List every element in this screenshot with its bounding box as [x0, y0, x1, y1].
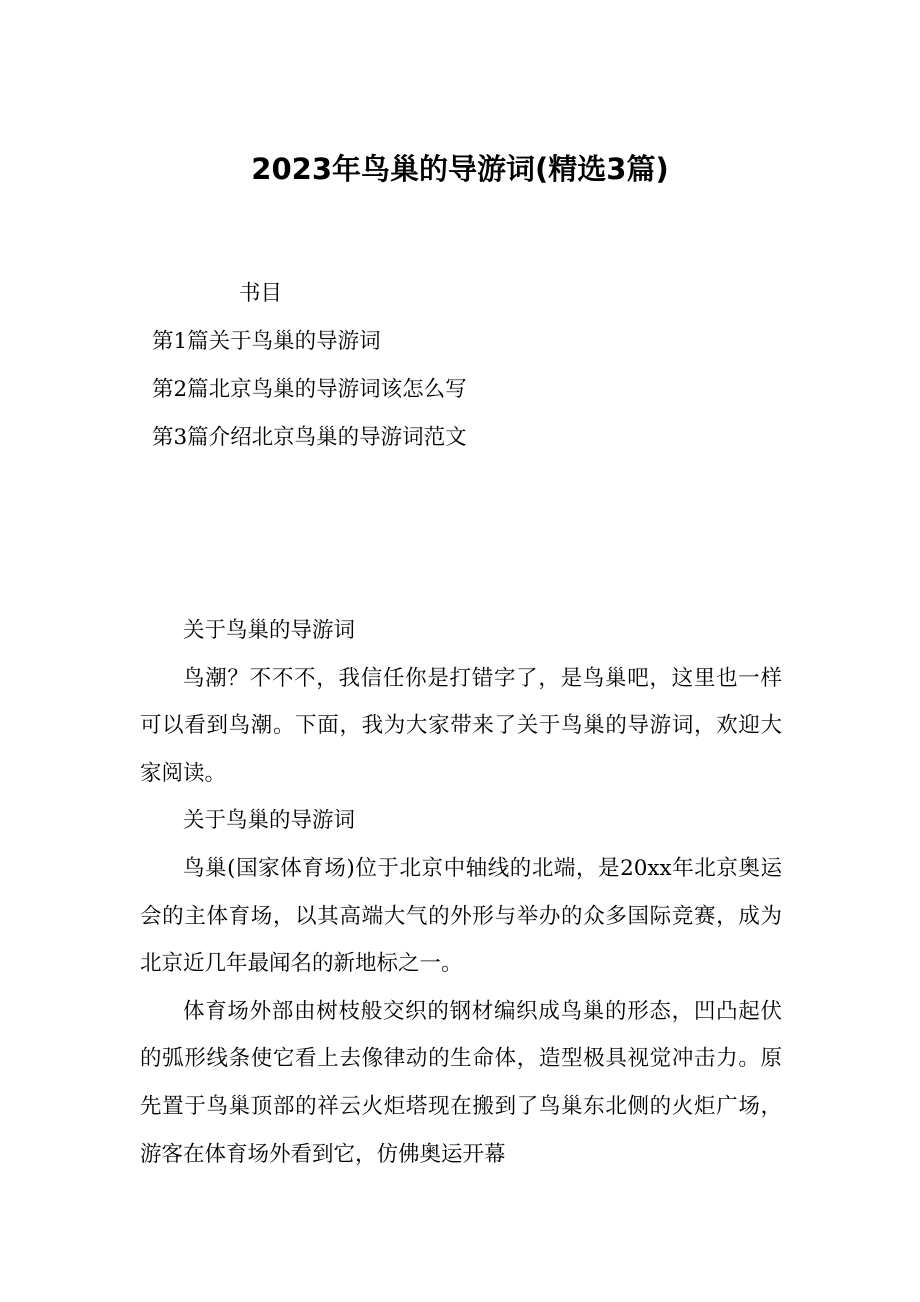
toc-item-1[interactable]: 第1篇关于鸟巢的导游词 [152, 329, 381, 354]
paragraph-intro: 鸟潮？不不不，我信任你是打错字了，是鸟巢吧，这里也一样可以看到鸟潮。下面，我为大家带来了关于鸟巢的导游词，欢迎大家阅读。 [140, 665, 782, 786]
document-title: 2023年鸟巢的导游词(精选3篇) [251, 152, 669, 186]
document-body [140, 607, 782, 1178]
section-title: 关于鸟巢的导游词 [183, 618, 356, 643]
toc-item-3[interactable]: 第3篇介绍北京鸟巢的导游词范文 [152, 425, 467, 450]
paragraph-structure: 体育场外部由树枝般交织的钢材编织成鸟巢的形态，凹凸起伏的弧形线条使它看上去像律动的生命体，造型极具视觉冲击力。原先置于鸟巢顶部的祥云火炬塔现在搬到了鸟巢东北侧的火炬广场，游客在体育场外看到它，仿佛奥运开幕 [140, 998, 782, 1167]
toc-item-2[interactable]: 第2篇北京鸟巢的导游词该怎么写 [152, 377, 467, 402]
section-subtitle: 关于鸟巢的导游词 [183, 808, 356, 834]
paragraph-location: 鸟巢(国家体育场)位于北京中轴线的北端，是20xx年北京奥运会的主体育场，以其高端大气的外形与举办的众多国际竞赛，成为北京近几年最闻名的新地标之一。 [140, 855, 782, 977]
toc-heading: 书目 [239, 281, 283, 306]
